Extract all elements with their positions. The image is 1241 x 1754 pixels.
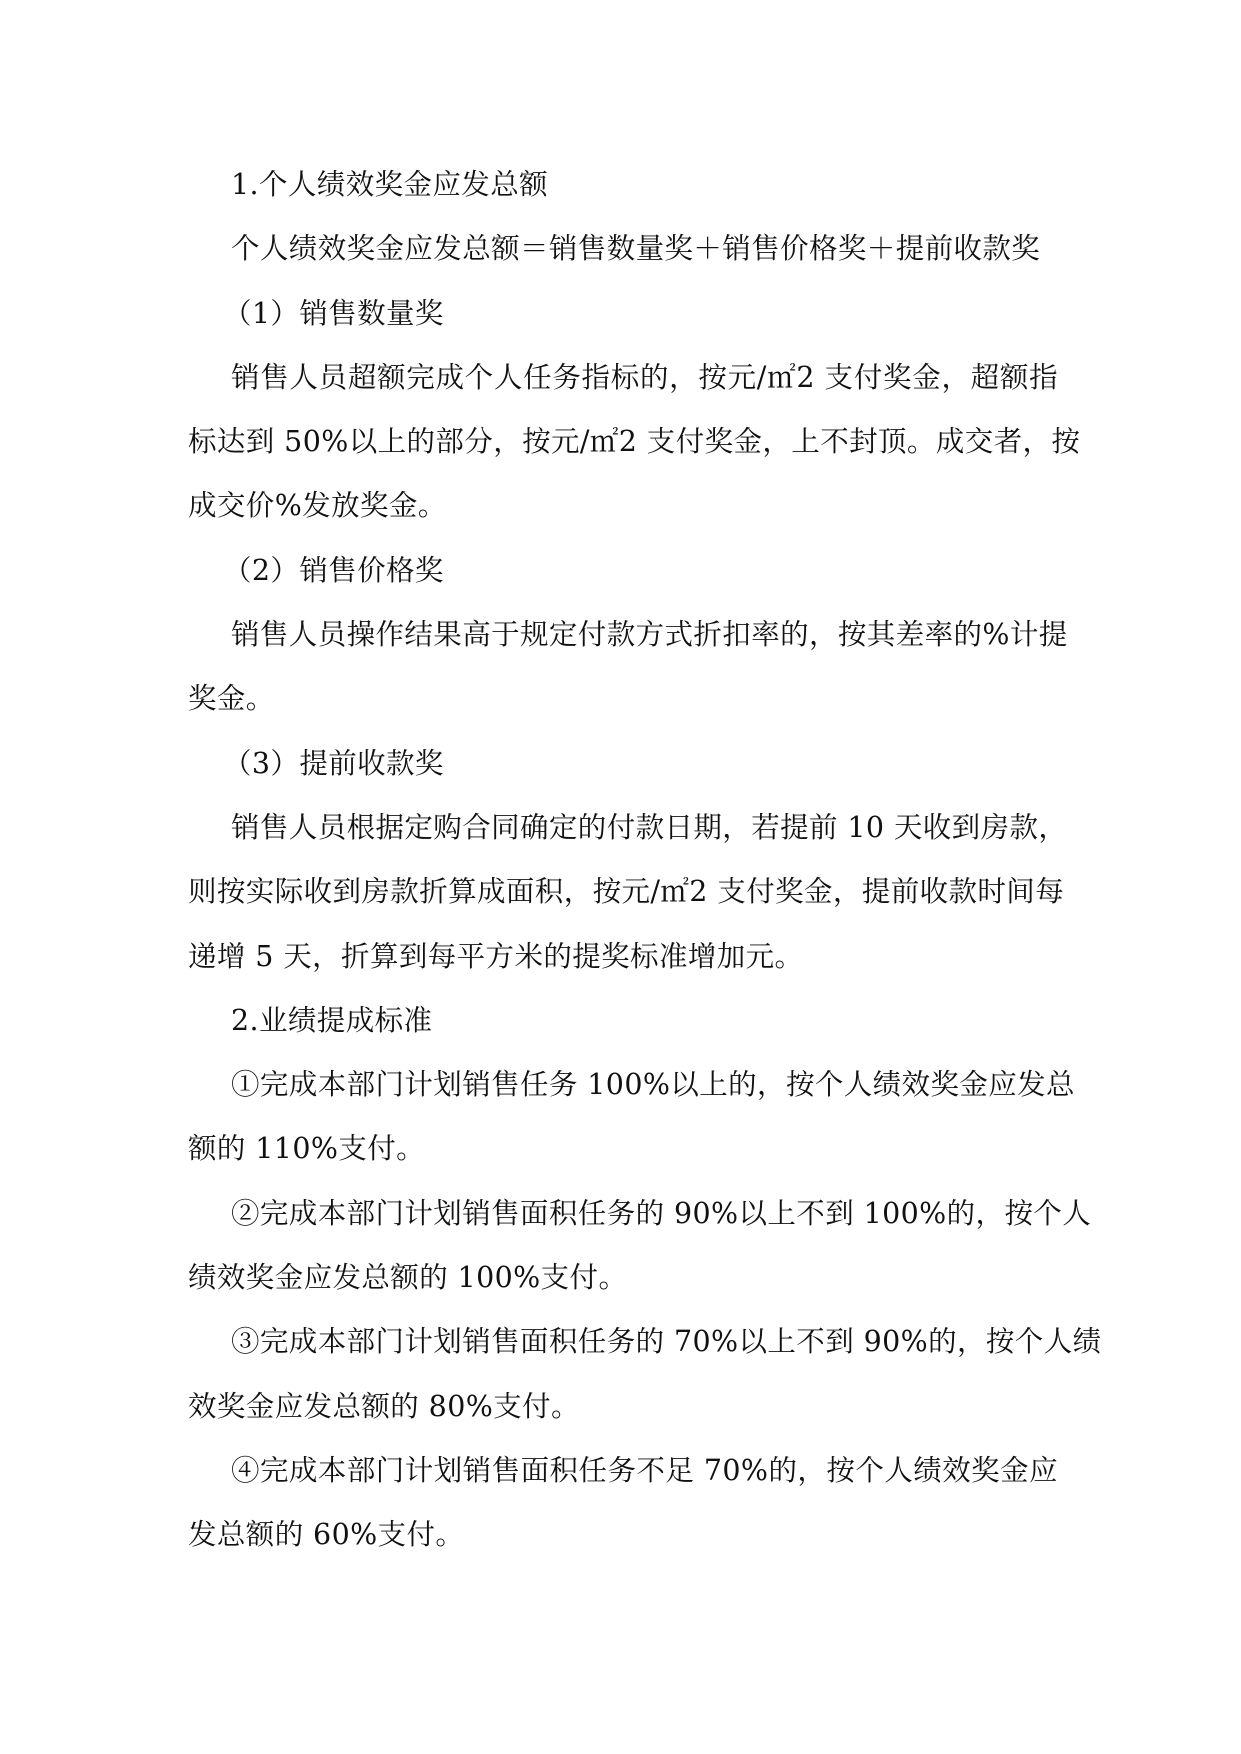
paragraph-line: 则按实际收到房款折算成面积，按元/㎡2 支付奖金，提前收款时间每: [188, 875, 1065, 909]
paragraph-line: 销售人员操作结果高于规定付款方式折扣率的，按其差率的%计提: [231, 618, 1068, 652]
paragraph-line: 成交价%发放奖金。: [188, 489, 447, 523]
paragraph-line: 标达到 50%以上的部分，按元/㎡2 支付奖金，上不封顶。成交者，按: [188, 425, 1081, 459]
section-heading-1: 1.个人绩效奖金应发总额: [231, 168, 548, 201]
paragraph-line: 销售人员根据定购合同确定的付款日期，若提前 10 天收到房款，: [231, 810, 1068, 844]
list-item-line: 额的 110%支付。: [188, 1132, 426, 1166]
subheading-sales-price: （2）销售价格奖: [223, 553, 444, 587]
subheading-early-payment: （3）提前收款奖: [223, 746, 444, 780]
list-item-line: ④完成本部门计划销售面积任务不足 70%的，按个人绩效奖金应: [231, 1453, 1058, 1487]
subheading-sales-quantity: （1）销售数量奖: [223, 296, 444, 330]
list-item-line: 发总额的 60%支付。: [188, 1518, 465, 1552]
list-item-line: ①完成本部门计划销售任务 100%以上的，按个人绩效奖金应发总: [231, 1068, 1075, 1102]
paragraph-line: 奖金。: [188, 682, 275, 716]
paragraph-line: 销售人员超额完成个人任务指标的，按元/㎡2 支付奖金，超额指: [231, 360, 1058, 394]
list-item-line: 绩效奖金应发总额的 100%支付。: [188, 1261, 628, 1295]
document-body: [188, 153, 1102, 1568]
list-item-line: ②完成本部门计划销售面积任务的 90%以上不到 100%的，按个人: [231, 1196, 1092, 1230]
formula-line: 个人绩效奖金应发总额＝销售数量奖＋销售价格奖＋提前收款奖: [231, 232, 1041, 266]
section-heading-2: 2.业绩提成标准: [231, 1003, 433, 1037]
list-item-line: 效奖金应发总额的 80%支付。: [188, 1389, 580, 1423]
list-item-line: ③完成本部门计划销售面积任务的 70%以上不到 90%的，按个人绩: [231, 1325, 1102, 1359]
paragraph-line: 递增 5 天，折算到每平方米的提奖标准增加元。: [188, 939, 804, 973]
